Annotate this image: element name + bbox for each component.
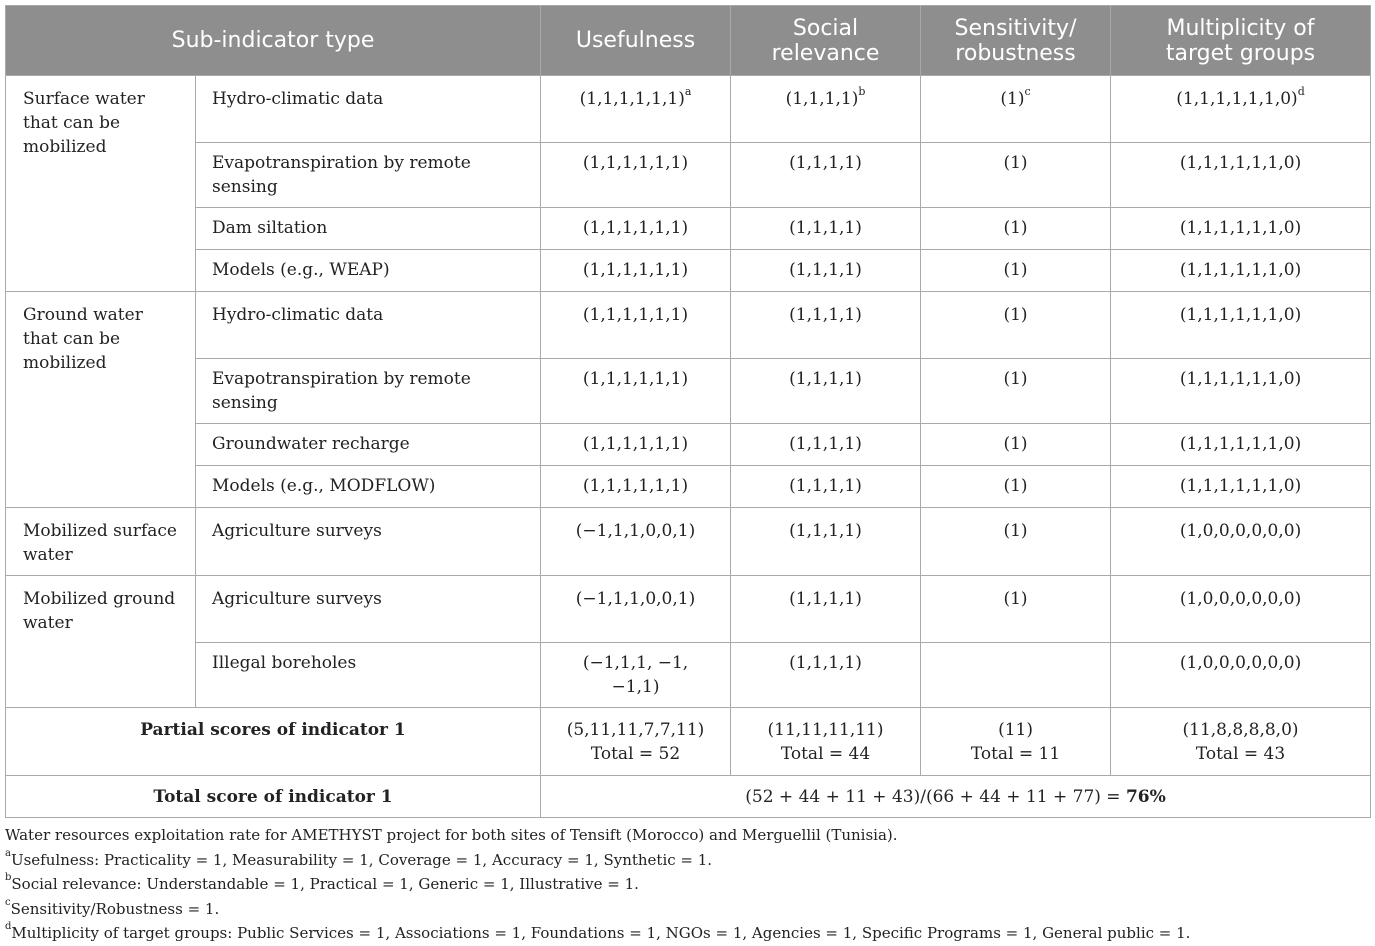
sensitivity-cell (921, 643, 1111, 708)
usefulness-cell: (1,1,1,1,1,1) (541, 208, 731, 250)
sensitivity-cell: (1) (921, 292, 1111, 359)
multiplicity-cell: (1,1,1,1,1,1,0) (1111, 208, 1371, 250)
table-row (6, 424, 1371, 466)
total-score-formula (541, 776, 1371, 818)
table-row (6, 143, 1371, 208)
usefulness-cell: (1,1,1,1,1,1) (541, 424, 731, 466)
usefulness-cell (541, 76, 731, 143)
sub-indicator: Models (e.g., WEAP) (196, 250, 541, 292)
table-footnotes (5, 823, 1370, 946)
multiplicity-cell: (1,0,0,0,0,0,0) (1111, 643, 1371, 708)
partial-scores-label: Partial scores of indicator 1 (6, 708, 541, 776)
sensitivity-cell: (1) (921, 508, 1111, 576)
sensitivity-cell: (1) (921, 143, 1111, 208)
indicator-table (5, 5, 1371, 818)
social-relevance-cell: (1,1,1,1) (731, 424, 921, 466)
header-social-relevance-line2: relevance (771, 40, 880, 66)
sub-indicator: Hydro-climatic data (196, 76, 541, 143)
footnote-c (5, 897, 1370, 922)
usefulness-cell: (1,1,1,1,1,1) (541, 466, 731, 508)
multiplicity-cell: (1,1,1,1,1,1,0) (1111, 292, 1371, 359)
table-row (6, 359, 1371, 424)
total-formula: (52 + 44 + 11 + 43)/(66 + 44 + 11 + 77) = (745, 787, 1126, 807)
footnote-a (5, 848, 1370, 873)
social-relevance-cell: (1,1,1,1) (731, 292, 921, 359)
social-relevance-value: (1,1,1,1) (785, 89, 859, 109)
sensitivity-value: (1) (1000, 89, 1025, 109)
usefulness-partial (541, 708, 731, 776)
usefulness-cell: (1,1,1,1,1,1) (541, 292, 731, 359)
social-relevance-cell: (1,1,1,1) (731, 208, 921, 250)
footnote-mark: c (5, 896, 11, 908)
header-row (6, 6, 1371, 76)
sensitivity-cell: (1) (921, 466, 1111, 508)
group-label: Mobilized surface water (6, 508, 196, 576)
social-relevance-cell: (1,1,1,1) (731, 143, 921, 208)
header-usefulness: Usefulness (541, 6, 731, 76)
header-sensitivity-line1: Sensitivity/ (954, 15, 1077, 41)
footnote-mark: b (858, 85, 866, 99)
table-container (5, 5, 1370, 946)
total-score-label: Total score of indicator 1 (6, 776, 541, 818)
header-sub-indicator-type: Sub-indicator type (6, 6, 541, 76)
footnote-mark: d (5, 921, 12, 932)
sensitivity-cell: (1) (921, 250, 1111, 292)
sub-indicator: Groundwater recharge (196, 424, 541, 466)
sensitivity-cell: (1) (921, 424, 1111, 466)
social-relevance-cell: (1,1,1,1) (731, 508, 921, 576)
social-relevance-cell: (1,1,1,1) (731, 466, 921, 508)
sub-indicator: Evapotranspiration by remote sensing (196, 359, 541, 424)
usefulness-value: (1,1,1,1,1,1) (579, 89, 685, 109)
table-caption: Water resources exploitation rate for AMETHYST project for both sites of Tensift (Morocco) and Merguellil (Tunisia). (5, 826, 898, 844)
multiplicity-partial (1111, 708, 1371, 776)
sensitivity-cell: (1) (921, 208, 1111, 250)
partial-total: Total = 44 (780, 744, 871, 764)
partial-total: Total = 11 (970, 744, 1061, 764)
multiplicity-cell (1111, 76, 1371, 143)
multiplicity-cell: (1,1,1,1,1,1,0) (1111, 250, 1371, 292)
social-relevance-partial (731, 708, 921, 776)
footnote-text: Usefulness: Practicality = 1, Measurability = 1, Coverage = 1, Accuracy = 1, Synthetic = 1. (10, 850, 713, 869)
footnote-b (5, 872, 1370, 897)
usefulness-cell: (1,1,1,1,1,1) (541, 250, 731, 292)
header-multiplicity (1111, 6, 1371, 76)
usefulness-cell: (1,1,1,1,1,1) (541, 359, 731, 424)
usefulness-cell: (−1,1,1, −1, −1,1) (541, 643, 731, 708)
partial-total: Total = 43 (1195, 744, 1286, 764)
footnote-text: Social relevance: Understandable = 1, Practical = 1, Generic = 1, Illustrative = 1. (11, 875, 639, 893)
footnote-text: Multiplicity of target groups: Public Services = 1, Associations = 1, Foundations = 1, NGOs = 1, Agencies = 1, Specific Programs = 1, General public = 1. (11, 924, 1191, 942)
social-relevance-cell: (1,1,1,1) (731, 576, 921, 643)
table-row (6, 576, 1371, 643)
header-social-relevance (731, 6, 921, 76)
social-relevance-cell: (1,1,1,1) (731, 643, 921, 708)
usefulness-cell: (−1,1,1,0,0,1) (541, 576, 731, 643)
multiplicity-value: (1,1,1,1,1,1,0) (1176, 89, 1298, 109)
sensitivity-cell: (1) (921, 359, 1111, 424)
social-relevance-cell: (1,1,1,1) (731, 359, 921, 424)
usefulness-cell: (−1,1,1,0,0,1) (541, 508, 731, 576)
footnote-mark: a (684, 85, 692, 99)
sub-indicator: Models (e.g., MODFLOW) (196, 466, 541, 508)
partial-scores-row (6, 708, 1371, 776)
multiplicity-cell: (1,0,0,0,0,0,0) (1111, 508, 1371, 576)
table-row (6, 250, 1371, 292)
footnote-text: Sensitivity/Robustness = 1. (10, 899, 220, 918)
header-sensitivity (921, 6, 1111, 76)
multiplicity-cell: (1,1,1,1,1,1,0) (1111, 359, 1371, 424)
table-row (6, 466, 1371, 508)
footnote-mark: d (1297, 85, 1305, 99)
sub-indicator: Dam siltation (196, 208, 541, 250)
multiplicity-cell: (1,1,1,1,1,1,0) (1111, 424, 1371, 466)
partial-vector: (11,8,8,8,8,0) (1182, 720, 1299, 740)
sub-indicator: Hydro-climatic data (196, 292, 541, 359)
footnote-mark: a (5, 847, 11, 859)
partial-total: Total = 52 (590, 744, 681, 764)
partial-vector: (11) (998, 720, 1033, 740)
sub-indicator: Agriculture surveys (196, 508, 541, 576)
group-label: Surface water that can be mobilized (6, 76, 196, 292)
partial-vector: (5,11,11,7,7,11) (566, 720, 705, 740)
social-relevance-cell: (1,1,1,1) (731, 250, 921, 292)
multiplicity-cell: (1,1,1,1,1,1,0) (1111, 466, 1371, 508)
header-multiplicity-line2: target groups (1165, 40, 1316, 66)
footnote-mark: c (1024, 85, 1031, 99)
partial-vector: (11,11,11,11) (767, 720, 884, 740)
sub-indicator: Illegal boreholes (196, 643, 541, 708)
header-social-relevance-line1: Social (792, 15, 859, 41)
table-row (6, 208, 1371, 250)
group-label: Ground water that can be mobilized (6, 292, 196, 508)
usefulness-cell: (1,1,1,1,1,1) (541, 143, 731, 208)
sensitivity-cell: (1) (921, 576, 1111, 643)
table-row (6, 292, 1371, 359)
footnote-mark: b (5, 872, 12, 883)
sub-indicator: Evapotranspiration by remote sensing (196, 143, 541, 208)
social-relevance-cell (731, 76, 921, 143)
table-row (6, 643, 1371, 708)
multiplicity-cell: (1,0,0,0,0,0,0) (1111, 576, 1371, 643)
table-row (6, 508, 1371, 576)
header-sensitivity-line2: robustness (955, 40, 1076, 66)
header-multiplicity-line1: Multiplicity of (1166, 15, 1315, 41)
footnote-d (5, 921, 1370, 946)
total-score-row (6, 776, 1371, 818)
multiplicity-cell: (1,1,1,1,1,1,0) (1111, 143, 1371, 208)
sensitivity-partial (921, 708, 1111, 776)
group-label: Mobilized ground water (6, 576, 196, 708)
sensitivity-cell (921, 76, 1111, 143)
table-row (6, 76, 1371, 143)
sub-indicator: Agriculture surveys (196, 576, 541, 643)
total-result: 76% (1125, 787, 1166, 807)
